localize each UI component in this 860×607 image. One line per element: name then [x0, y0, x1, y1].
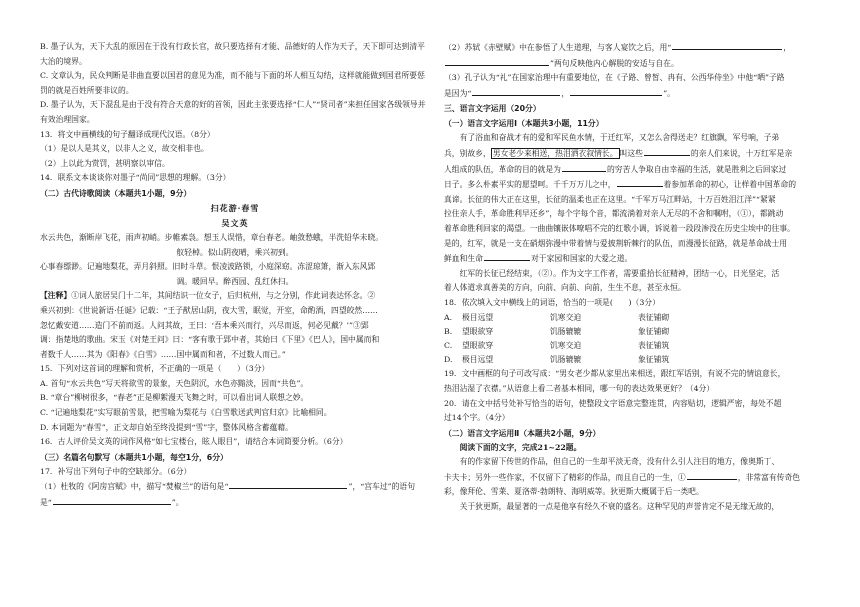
q18-prompt: 18．依次填入文中横线上的词语，恰当的一项是( )（3分）	[444, 297, 660, 307]
q17-item-3: （3）孔子认为“礼”在国家治理中有重要地位，在《子路、曾皙、冉有、公西华侍坐》中他“哂”子路	[444, 73, 785, 83]
passage-line: 拉住亲人手，革命胜利早还乡”，每个字每个音，都流淌着对亲人无尽的不舍和嘱咐，（①），都跳动	[444, 209, 784, 219]
answer-blank[interactable]	[687, 470, 737, 480]
passage-line: 红军的长征已经结束，（②）。作为文字工作者，需要重拾长征精神，团结一心，日光坚定，活	[459, 268, 780, 278]
q17-item-3-cont: 是因为“ ， ”。	[444, 86, 836, 102]
passage2-line: 卡夫卡；另外一些作家，不仅留下了精彩的作品，而且自己的一生，① ，非常富有传奇色	[444, 470, 836, 486]
passage2-line: 关于狄更斯，最显著的一点是他享有经久不衰的盛名。这种罕见的声誉肯定不是无缘无故的，	[459, 502, 780, 512]
q15-option-d: D. 本词题为“春雪”，正文却自始至终没提到“雪”字，整体风格含蓄蕴藉。	[40, 422, 293, 432]
answer-blank[interactable]	[672, 40, 782, 50]
passage-line: 人组成的队伍，革命的目的就是为 的穷苦人争取自由幸福的生活，就是胜利之后回家过	[444, 162, 836, 178]
poem-line-3: 心事春缥渺。记遍地梨花，弄月斜照。旧时斗草。恨凌波路锁，小庭深窈。冻涩琼箫，渐入东风郢	[40, 262, 376, 272]
passage-line: 是的，红军，就是一支在硝烟弥漫中带着情与爱披荆斩棘行的队伍，而漫漫长征路，就是革命战士用	[444, 238, 788, 248]
q14-prompt: 14．联系文本谈谈你对墨子“尚同”思想的理解。（3分）	[40, 173, 231, 183]
left-column	[40, 40, 430, 511]
answer-blank[interactable]	[53, 495, 171, 505]
q12-option-b: B. 墨子认为，天下大乱的原因在于没有行政长官，故只要选择有才能、品德好的人作为天子，天下即可达到清平大治的境界。	[40, 42, 425, 66]
section-poetry-heading: （二）古代诗歌阅读（本题共1小题，9分）	[40, 188, 192, 198]
reading-prompt: 阅读下面的文字，完成21~22题。	[459, 442, 582, 452]
section-recitation-heading: （三）名篇名句默写（本题共1小题，每空1分，6分）	[40, 452, 228, 462]
q17-item-1-cont: 是“ ”。	[40, 495, 430, 511]
q15-option-c: C. “记遍地梨花”实写眼前雪景，把雪喻为梨花与《白雪歌送武判官归京》比喻相同。	[40, 408, 332, 418]
q19-prompt: 19．文中画框的句子可改写成：“男女老少都从家里出来相送，跟红军话别，有说不完的情谊意长，	[444, 369, 786, 379]
poem-author: 吴文英	[221, 217, 249, 228]
poem-line-4: 调。暖回早。醉西园、乱红休扫。	[176, 276, 294, 286]
q18-options: A. 极目远望 饥寒交迫 表征铺砌 B. 望眼欲穿 饥肠辘辘 象征铺砌 C. 望眼欲穿 饥寒交迫 表征铺筑 D. 极目远望 饥肠辘辘 象征铺筑	[444, 311, 836, 368]
answer-blank[interactable]	[644, 146, 690, 156]
q19-prompt-cont: 热泪沾湿了衣襟。”从语意上看二者基本相同，哪一句的表达效果更好？（4分）	[444, 383, 715, 393]
q13-item-2: （2）上以此为赏罚，甚明察以审信。	[40, 158, 170, 168]
passage-line: 有了浴血和奋战才有的爱和军民鱼水情，于迁红军，又怎么舍得送走？红旗飘，军号响，子弟	[459, 133, 780, 143]
passage-line: 日子。多么朴素平实的愿望呵。千千万万儿之中， 着参加革命的初心，让样着中国革命的	[444, 177, 836, 193]
option-letter[interactable]: B.	[444, 326, 453, 336]
note-line-3: 忽忆戴安道……造门不前而返。人问其故，王曰：‘吾本乘兴而行，兴尽而返，何必见戴？’”③郢	[40, 320, 369, 330]
q16-prompt: 16．古人评价吴文英的词作风格“如七宝楼台，眩人眼目”，请结合本词简要分析。（6分）	[40, 437, 348, 447]
option-letter[interactable]: A.	[444, 312, 453, 322]
passage-line: 着革命胜利回家的渴望。一曲曲镶嵌体嘹唱不完的红歌小调，诉说着一段段渗没在历史尘埃中的往事。	[444, 223, 795, 233]
passage2-line: 彩，像拜伦、雪莱、夏洛蒂·勃朗特、海明威等。狄更斯大概属于后一类吧。	[444, 487, 704, 497]
q17-prompt: 17．补写出下列句子中的空缺部分。（6分）	[40, 466, 192, 476]
answer-blank[interactable]	[617, 177, 663, 187]
q15-prompt: 15．下列对这首词的理解和赏析，不正确的一项是（ ）（3分）	[40, 364, 270, 374]
passage-line: 兵，别故乡， 男女老少来相送，热泪洒衣叙情长。 叫这些 的亲人们来说，十万红军是亲	[444, 146, 836, 162]
poem-line-2: 舣轻棹。似山阴夜晴，乘兴初到。	[176, 247, 294, 257]
answer-blank[interactable]	[472, 86, 560, 96]
answer-blank[interactable]	[229, 479, 347, 489]
q20-prompt-cont: 过14个字。（4分）	[444, 413, 510, 423]
note-line-2: 乘兴初到：《世说新语·任诞》记载：“王子猷居山阴，夜大雪，眠觉，开室，命酌酒，四望皎然……	[40, 305, 378, 315]
q12-option-d: D. 墨子认为，天下混乱是由于没有符合天意的好的首领，因此主张要选择“仁人”“贤司者”来担任国家各级领导并有效治理国家。	[40, 100, 426, 124]
note-line-1: 【注释】①词人旅居吴门十二年，其间结识一位女子，后归杭州，与之分别，作此词表达怀念。②	[40, 291, 376, 301]
answer-blank[interactable]	[562, 162, 606, 172]
q17-item-2-cont: ”两句反映他内心解脱的安适与自在。	[444, 56, 836, 72]
answer-blank[interactable]	[570, 86, 662, 96]
section-language-2-heading: （二）语言文字运用Ⅱ（本题共2小题，9分）	[444, 428, 601, 438]
q17-item-2: （2）苏轼《赤壁赋》中在参悟了人生道理，与客人宴饮之后，用“ ，	[444, 40, 836, 56]
passage2-line: 有的作家留下传世的作品，但自己的一生却平淡无奇，没有什么引人注目的地方，像奥斯丁、	[459, 457, 780, 467]
right-column	[444, 40, 836, 515]
q15-option-b: B. “章台”柳树很多，“春老”正是柳絮漫天飞舞之时，可以看出词人联想之妙。	[40, 393, 309, 403]
section-language-1-heading: （一）语言文字运用Ⅰ（本题共3小题，11分）	[444, 119, 604, 129]
section-language-heading: 三、语言文字运用（20分）	[444, 104, 541, 114]
q15-option-a: A. 首句“水云共色”写天将欲雪的景象，天色阴沉，水色亦黯淡，因而“共色”。	[40, 378, 309, 388]
passage-line: 鲜血和生命 对于家园和国家的大爱之道。	[444, 251, 836, 267]
boxed-sentence: 男女老少来相送，热泪洒衣叙情长。	[492, 148, 618, 158]
note-label: 【注释】	[40, 291, 72, 301]
q17-item-1: （1）杜牧的《阿房宫赋》中，描写“焚椒兰”的语句是“ ”，“宫车过”的语句	[40, 479, 430, 495]
poem-title: 扫花游·春雪	[210, 202, 260, 213]
passage-line: 真谛。长征的伟大正在这里，长征的温柔也正在这里。“千军万马江畔站，十万百姓泪江洋”“紧紧	[444, 194, 776, 204]
poem-line-1: 水云共色，渐断岸飞花，雨声初峭。步帷素袅。想玉人误惜，章台春老。岫敛愁蛾，半洗铅华未晓。	[40, 232, 384, 242]
q12-option-c: C. 文章认为，民众判断是非曲直要以国君的意见为准，而不能与下面的坏人相互勾结，这样就能做到国君所要惩罚的就是百姓所要非议的。	[40, 71, 425, 95]
q13-prompt: 13．将文中画横线的句子翻译成现代汉语。（8分）	[40, 129, 215, 139]
q13-item-1: （1）是以人是其义，以非人之义，故交相非也。	[40, 144, 209, 154]
q20-prompt: 20．请在文中括号处补写恰当的语句，使整段文字语意完整连贯，内容贴切，逻辑严密，每处不超	[444, 398, 782, 408]
note-line-4: 调：指楚地的歌曲。宋玉《对楚王问》曰：“客有歌于郢中者，其始曰《下里》《巴人》，国中属而和	[40, 335, 380, 345]
answer-blank[interactable]	[484, 251, 530, 261]
answer-blank[interactable]	[445, 56, 549, 66]
passage-line: 着人体道求真善美的方向，向前、向前、向前，生生不息，甚至永恒。	[444, 283, 686, 293]
option-letter[interactable]: D.	[444, 355, 453, 365]
option-letter[interactable]: C.	[444, 340, 453, 350]
note-line-5: 者数千人……其为《阳春》《白雪》……国中属而和者，不过数人而已。”	[40, 349, 286, 359]
